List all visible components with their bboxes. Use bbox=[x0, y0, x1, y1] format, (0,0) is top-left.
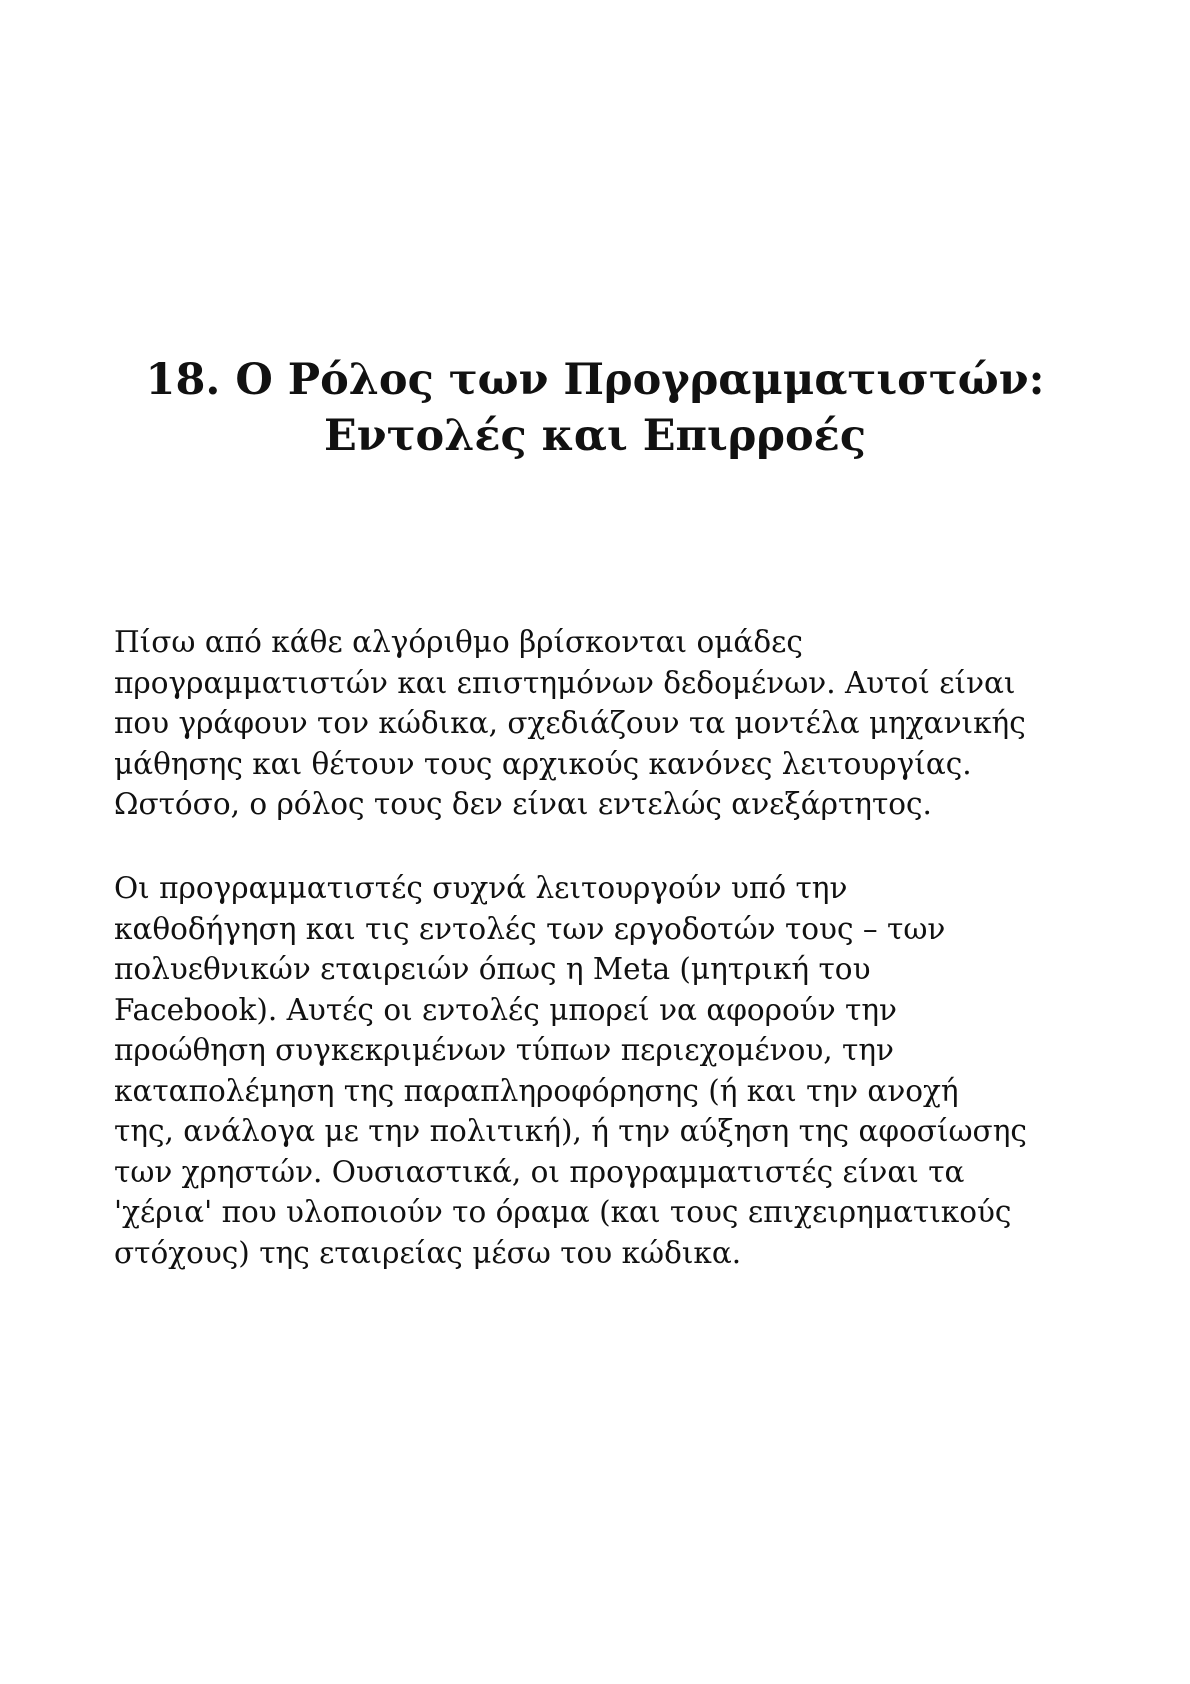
text-line: Πίσω από κάθε αλγόριθμο βρίσκονται ομάδες bbox=[114, 625, 803, 659]
chapter-title-line: 18. Ο Ρόλος των Προγραμματιστών: bbox=[145, 355, 1045, 405]
text-line: Facebook). Αυτές οι εντολές μπορεί να αφορούν την bbox=[114, 992, 897, 1027]
text-line: καθοδήγηση και τις εντολές των εργοδοτών τους – των bbox=[114, 911, 946, 946]
text-line: Ωστόσο, ο ρόλος τους δεν είναι εντελώς ανεξάρτητος. bbox=[114, 787, 932, 821]
paragraph-intro bbox=[114, 622, 1104, 825]
chapter-title-line: Εντολές και Επιρροές bbox=[323, 411, 866, 461]
text-line: στόχους) της εταιρείας μέσω του κώδικα. bbox=[114, 1235, 742, 1270]
text-line: προγραμματιστών και επιστημόνων δεδομένων. Αυτοί είναι bbox=[114, 665, 1016, 700]
text-line: πολυεθνικών εταιρειών όπως η Meta (μητρική του bbox=[114, 952, 871, 986]
text-line: Οι προγραμματιστές συχνά λειτουργούν υπό την bbox=[114, 871, 848, 905]
text-line: της, ανάλογα με την πολιτική), ή την αύξηση της αφοσίωσης bbox=[114, 1114, 1027, 1148]
text-line: μάθησης και θέτουν τους αρχικούς κανόνες λειτουργίας. bbox=[114, 746, 972, 781]
text-line: 'χέρια' που υλοποιούν το όραμα (και τους επιχειρηματικούς bbox=[114, 1195, 1012, 1229]
paragraph-instructions bbox=[114, 868, 1104, 1273]
text-line: προώθηση συγκεκριμένων τύπων περιεχομένου, την bbox=[114, 1033, 894, 1067]
text-line: καταπολέμηση της παραπληροφόρησης (ή και την ανοχή bbox=[114, 1073, 959, 1108]
text-line: που γράφουν τον κώδικα, σχεδιάζουν τα μοντέλα μηχανικής bbox=[114, 706, 1026, 740]
chapter-title bbox=[0, 352, 1190, 464]
text-line: των χρηστών. Ουσιαστικά, οι προγραμματιστές είναι τα bbox=[114, 1154, 965, 1189]
